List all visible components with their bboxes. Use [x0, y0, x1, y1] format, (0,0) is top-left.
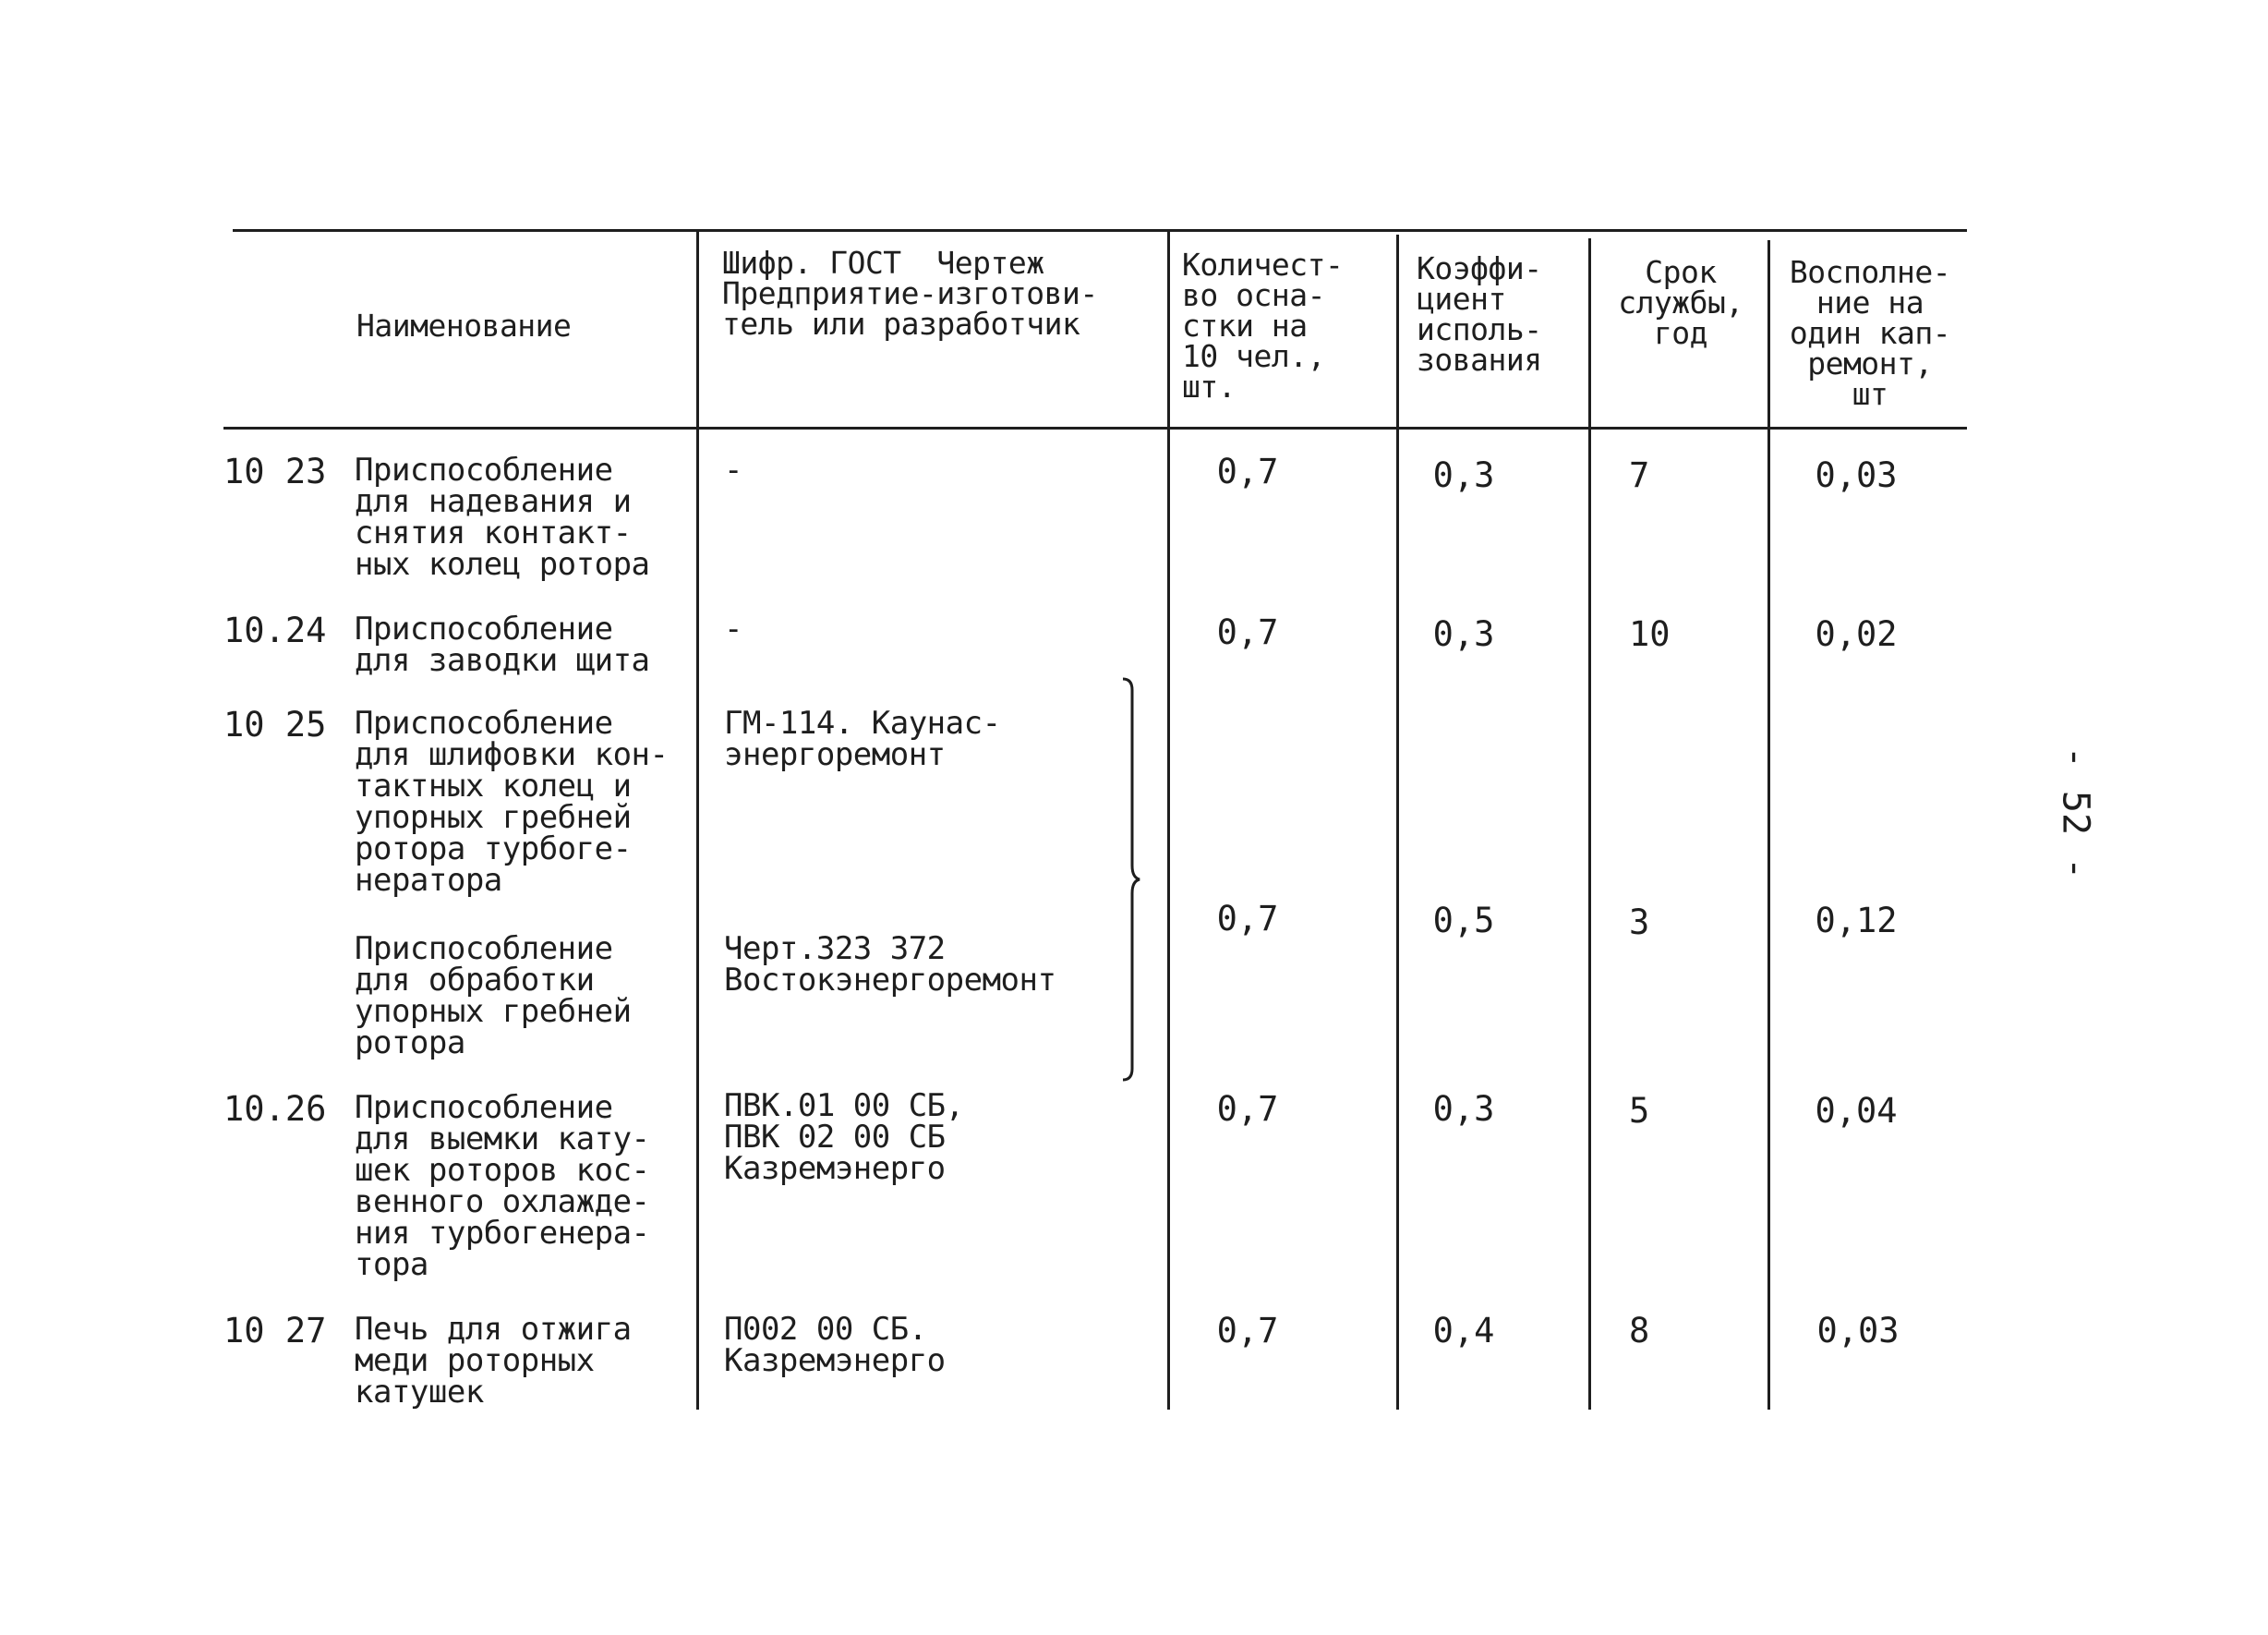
- row-service-life: 8: [1629, 1311, 1650, 1350]
- row-service-life: 10: [1629, 614, 1671, 654]
- row-replenishment: 0,04: [1815, 1091, 1898, 1131]
- row-name: Приспособление для выемки кату- шек роторов кос- венного охлажде- ния турбогенера- тора: [355, 1089, 650, 1283]
- row-code: П002 00 СБ. Казремэнерго: [724, 1311, 946, 1379]
- group-brace: [1104, 677, 1141, 1082]
- row-number: 10.24: [223, 611, 327, 650]
- page-number: - 52 -: [2054, 745, 2097, 880]
- row-service-life: 7: [1629, 455, 1650, 495]
- row-name: Приспособление для шлифовки кон- тактных колец и упорных гребней ротора турбоге- нератора: [355, 705, 669, 899]
- group-replenishment: 0,12: [1815, 901, 1898, 940]
- row-code: -: [724, 611, 742, 648]
- row-coefficient: 0,4: [1432, 1311, 1495, 1350]
- header-name: Наименование: [356, 308, 572, 344]
- row-name: Приспособление для заводки щита: [355, 611, 650, 679]
- column-divider-2: [1167, 229, 1170, 1410]
- row-coefficient: 0,3: [1432, 455, 1495, 495]
- row-name: Приспособление для обработки упорных гребней ротора: [355, 930, 632, 1061]
- group-quantity: 0,7: [1216, 899, 1279, 939]
- row-code: ГМ-114. Каунас- энергоремонт: [724, 705, 1001, 773]
- row-service-life: 5: [1629, 1091, 1650, 1131]
- row-name: Приспособление для надевания и снятия контакт- ных колец ротора: [355, 452, 650, 583]
- row-coefficient: 0,3: [1432, 614, 1495, 654]
- row-quantity: 0,7: [1216, 452, 1279, 491]
- column-divider-4: [1588, 238, 1591, 1410]
- row-quantity: 0,7: [1216, 612, 1279, 652]
- row-number: 10.26: [223, 1089, 327, 1129]
- header-coefficient: Коэффи- циент исполь- зования: [1417, 250, 1542, 378]
- row-code: ПВК.01 00 СБ, ПВК 02 00 СБ Казремэнерго: [724, 1087, 964, 1187]
- header-replenishment: Восполне- ние на один кап- ремонт, шт: [1789, 254, 1951, 412]
- group-service-life: 3: [1629, 902, 1650, 942]
- header-code: Шифр. ГОСТ Чертеж Предприятие-изготови- тель или разработчик: [722, 245, 1098, 342]
- header-service-life: Срок службы, год: [1618, 254, 1743, 351]
- row-replenishment: 0,03: [1816, 1311, 1900, 1350]
- header-quantity: Количест- во осна- стки на 10 чел., шт.: [1182, 247, 1344, 405]
- row-name: Печь для отжига меди роторных катушек: [355, 1311, 632, 1411]
- group-coefficient: 0,5: [1432, 901, 1495, 940]
- row-number: 10 23: [223, 452, 327, 491]
- column-divider-1: [696, 229, 699, 1410]
- column-divider-5: [1767, 240, 1770, 1410]
- header-bottom-rule: [223, 427, 1967, 430]
- row-coefficient: 0,3: [1432, 1089, 1495, 1129]
- row-quantity: 0,7: [1216, 1311, 1279, 1350]
- row-number: 10 25: [223, 705, 327, 745]
- row-replenishment: 0,03: [1815, 455, 1898, 495]
- row-number: 10 27: [223, 1311, 327, 1350]
- row-code: -: [724, 452, 742, 489]
- row-quantity: 0,7: [1216, 1089, 1279, 1129]
- row-replenishment: 0,02: [1815, 614, 1898, 654]
- row-code: Черт.323 372 Востокэнергоремонт: [724, 930, 1056, 999]
- table-top-rule: [233, 229, 1967, 232]
- column-divider-3: [1396, 235, 1399, 1410]
